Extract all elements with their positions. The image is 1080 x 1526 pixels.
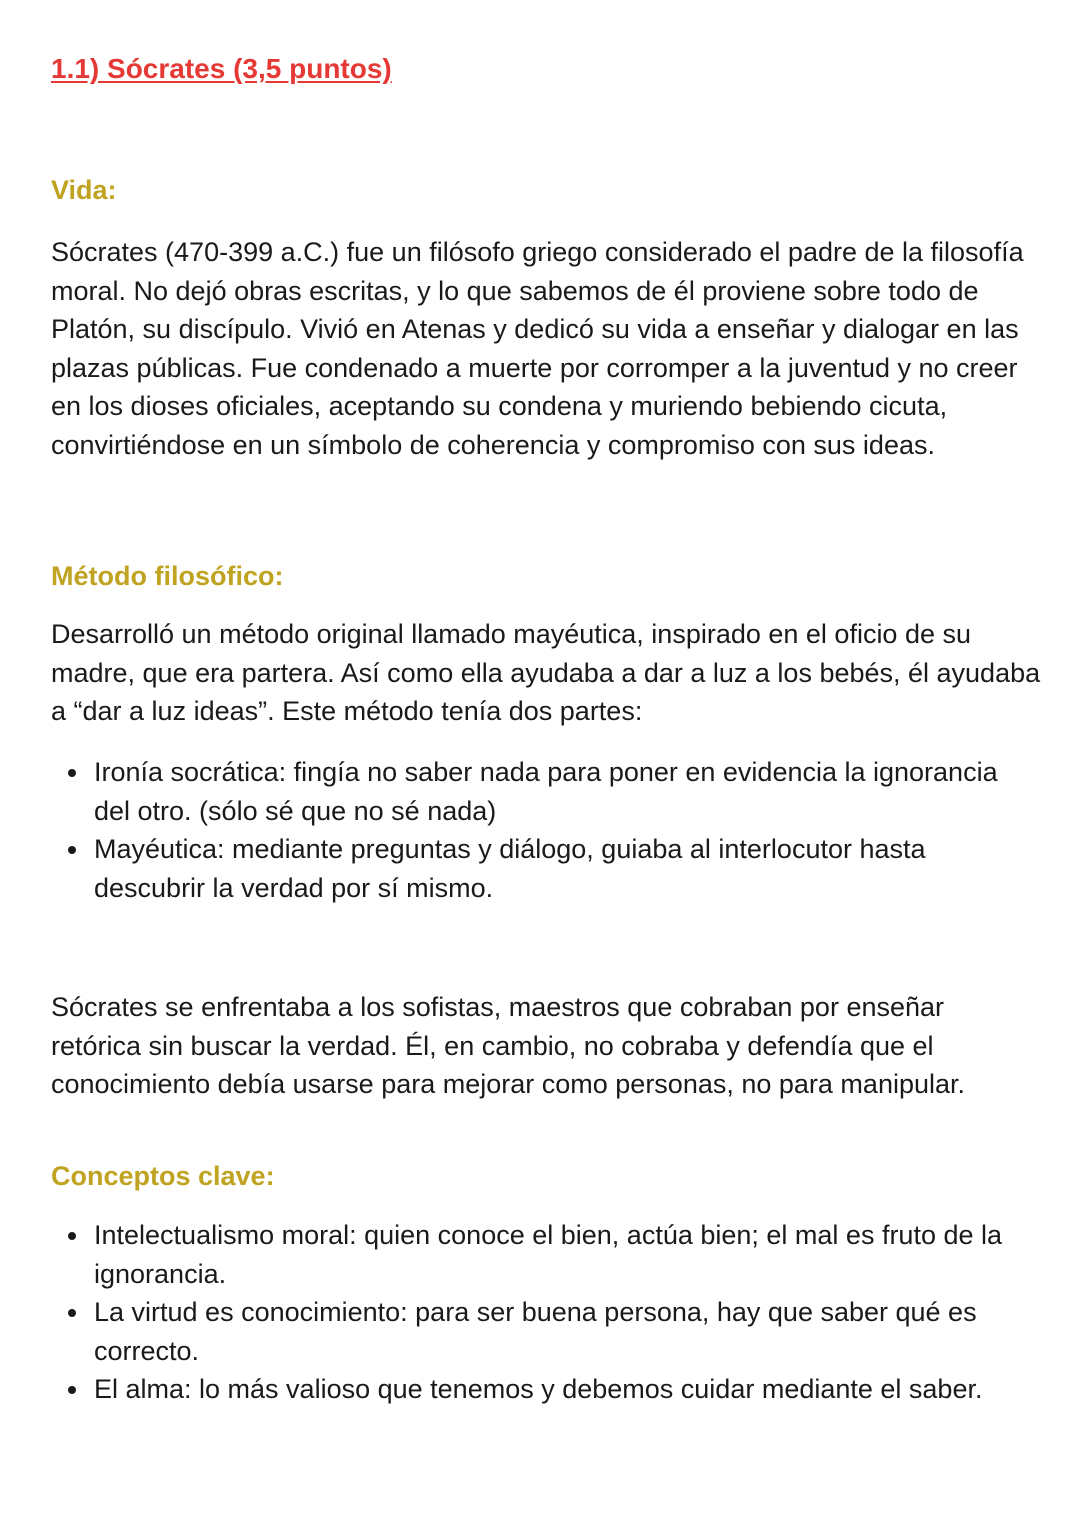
section-conceptos <box>51 1158 1041 1194</box>
list-item: Mayéutica: mediante preguntas y diálogo, guiaba al interlocutor hasta descubrir la verdad por sí mismo. <box>94 830 1041 907</box>
section-heading-vida: Vida: <box>51 175 117 205</box>
metodo-bullet-list <box>51 753 1041 907</box>
conceptos-bullet-list <box>51 1216 1041 1409</box>
paragraph-metodo: Desarrolló un método original llamado mayéutica, inspirado en el oficio de su madre, que era partera. Así como ella ayudaba a dar a luz a los bebés, él ayudaba a “dar a luz ideas”. Este método tenía dos partes: <box>51 619 1041 726</box>
list-item: Ironía socrática: fingía no saber nada para poner en evidencia la ignorancia del otro. (sólo sé que no sé nada) <box>94 753 1041 830</box>
paragraph-sofistas: Sócrates se enfrentaba a los sofistas, maestros que cobraban por enseñar retórica sin buscar la verdad. Él, en cambio, no cobraba y defendía que el conocimiento debía usarse para mejorar como personas, no para manipular. <box>51 992 966 1099</box>
section-vida-body <box>51 233 1041 464</box>
section-metodo <box>51 558 1041 594</box>
list-item: El alma: lo más valioso que tenemos y debemos cuidar mediante el saber. <box>94 1370 1041 1409</box>
section-metodo-body <box>51 615 1041 731</box>
section-metodo-list <box>51 753 1041 907</box>
section-heading-metodo: Método filosófico: <box>51 561 284 591</box>
page-title: 1.1) Sócrates (3,5 puntos) <box>51 53 392 84</box>
section-conceptos-list <box>51 1216 1041 1409</box>
section-heading-conceptos: Conceptos clave: <box>51 1161 275 1191</box>
list-item: Intelectualismo moral: quien conoce el bien, actúa bien; el mal es fruto de la ignorancia. <box>94 1216 1041 1293</box>
section-sofistas <box>51 988 1041 1104</box>
paragraph-vida: Sócrates (470-399 a.C.) fue un filósofo griego considerado el padre de la filosofía moral. No dejó obras escritas, y lo que sabemos de él proviene sobre todo de Platón, su discípulo. Vivió en Atenas y dedicó su vida a enseñar y dialogar en las plazas públicas. Fue condenado a muerte por corromper a la juventud y no creer en los dioses oficiales, aceptando su condena y muriendo bebiendo cicuta, convirtiéndose en un símbolo de coherencia y compromiso con sus ideas. <box>51 237 1024 460</box>
section-vida <box>51 172 1041 208</box>
list-item: La virtud es conocimiento: para ser buena persona, hay que saber qué es correcto. <box>94 1293 1041 1370</box>
